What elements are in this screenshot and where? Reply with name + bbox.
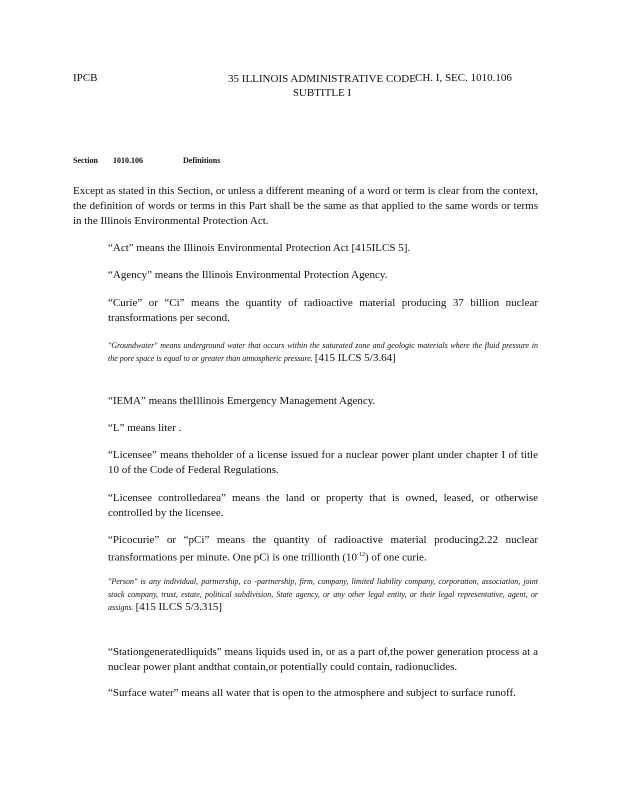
- definition-groundwater-text: "Groundwater" means underground water that occurs within the saturated zone and geologic materials where the fluid pressure in the pore space is equal to or greater than atmospheric pressure.: [108, 341, 538, 363]
- definition-act: “Act” means the Illinois Environmental Protection Act [415ILCS 5].: [108, 242, 411, 254]
- definition-person: [108, 575, 538, 614]
- definition-surface-water: “Surface water” means all water that is open to the atmosphere and subject to surface runoff.: [108, 687, 516, 699]
- definition-person-text: "Person" is any individual, partnership, co -partnership, firm, company, limited liability company, corporation, association, joint stock company, trust, estate, political subdivision, State agency, or any other legal entity, or their legal representative, agent, or assigns.: [108, 577, 538, 612]
- citation: [415 ILCS 5/3.64]: [314, 352, 396, 364]
- definition-liter: “L” means liter .: [108, 422, 182, 434]
- definition-curie: “Curie” or “Ci” means the quantity of radioactive material producing 37 billion nuclear transformations per second.: [108, 297, 538, 324]
- definition-licensee-controlled-area: “Licensee controlledarea” means the land or property that is owned, leased, or otherwise controlled by the licensee.: [108, 492, 538, 519]
- header-left: IPCB: [73, 72, 98, 84]
- header-subtitle: SUBTITLE I: [292, 87, 352, 99]
- definition-groundwater: [108, 339, 538, 365]
- definition-picocurie-end: ) of one curie.: [365, 551, 427, 564]
- section-number: 1010.106: [113, 156, 143, 165]
- definition-picocurie-text: “Picocurie” or “pCi” means the quantity of radioactive material producing2.22 nuclear transformations per minute. One pCi is one trillionth (10: [108, 534, 538, 564]
- definition-station-generated-liquids: “Stationgeneratedliquids” means liquids used in, or as a part of,the power generation process at a nuclear power plant andthat contain,or potentially could contain, radionuclides.: [108, 646, 538, 673]
- intro-paragraph: Except as stated in this Section, or unless a different meaning of a word or term is clear from the context, the definition of words or terms in this Part shall be the same as that applied to the same words or terms in the Illinois Environmental Protection Act.: [73, 185, 538, 227]
- section-heading: [73, 156, 220, 165]
- header-right: CH. I, SEC. 1010.106: [415, 72, 512, 84]
- section-title: Definitions: [183, 156, 221, 165]
- definition-agency: “Agency” means the Illinois Environmental Protection Agency.: [108, 269, 388, 281]
- definition-licensee: “Licensee” means theholder of a license issued for a nuclear power plant under chapter I of title 10 of the Code of Federal Regulations.: [108, 449, 538, 476]
- section-label: Section: [73, 156, 98, 165]
- definition-picocurie: [108, 533, 538, 566]
- definition-iema: “IEMA” means theIllinois Emergency Management Agency.: [108, 395, 376, 407]
- citation: [415 ILCS 5/3.315]: [135, 601, 223, 613]
- header-title: 35 ILLINOIS ADMINISTRATIVE CODE: [228, 73, 416, 85]
- exponent: -12: [357, 552, 365, 558]
